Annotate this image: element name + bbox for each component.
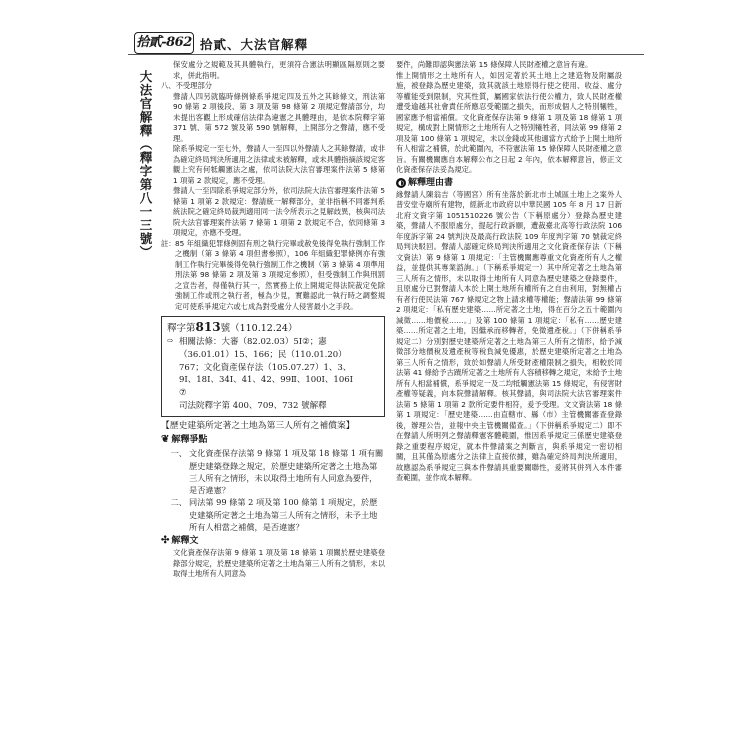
interp-date: （110.12.24）: [230, 323, 298, 334]
issue-number: 一、: [170, 448, 187, 459]
related-statutes-lines: [179, 336, 353, 413]
intro-paragraph: 保安處分之規範及其具體執行，更須符合憲法明顯區隔原則之要求，併此指明。: [173, 60, 385, 80]
interp-label-prefix: 釋字第: [167, 323, 196, 334]
footnote-item: [161, 239, 385, 313]
interp-number-value: 813: [195, 320, 221, 334]
issues-list: [161, 447, 385, 533]
issue-text: 同法第 99 條第 2 項及第 100 條第 1 項規定，於歷史建築所定著之土地為第三人所有之情形，未予土地所有人相當之補償，是否違憲？: [189, 497, 378, 533]
side-vertical-label: 大法官解釋（釋字第八一三號）: [138, 70, 153, 259]
related-statutes: [167, 336, 379, 413]
footnote-mark: 註：: [161, 238, 176, 248]
issues-heading: [161, 434, 385, 446]
flourish-icon: ❦: [161, 434, 170, 446]
related-cases-line: 司法院釋字第 400、709、732 號解釋: [179, 400, 327, 411]
left-column: [161, 60, 385, 580]
paragraph-b: 除系爭規定一至七外，聲請人一至四以外聲請人之其餘聲請，或非為確定終局判決所適用之法律或未被解釋，或未具體指摘該規定客觀上究有何牴觸憲法之處，依司法院大法官審理案件法第 5 條第 1 項第 2 款規定，應不受理。: [173, 144, 385, 185]
section-eight-body: [161, 92, 385, 239]
header-rule: [128, 54, 644, 55]
intro-block: [161, 60, 385, 81]
interpretation-text-paragraph: 文化資產保存法第 9 條第 1 項及第 18 條第 1 項關於歷史建築登錄部分規定，於歷史建築所定著之土地為第三人所有之情形，未以取得土地所有人同意為: [173, 548, 385, 579]
issue-number: 二、: [170, 497, 187, 508]
statute-line: 9Ⅰ、18Ⅰ、34Ⅰ、41、42、99Ⅱ、100Ⅰ、106Ⅰ: [179, 375, 354, 386]
interpretation-text-heading-text: 解釋文: [171, 536, 199, 547]
issue-item: [161, 496, 385, 533]
issue-item: [161, 447, 385, 496]
footnote: [161, 239, 385, 313]
statute-line: 相關法條：大審（82.02.03）5Ⅰ②；憲: [179, 337, 327, 347]
interpretation-info-box: [161, 316, 385, 417]
statute-line: ⑦: [179, 388, 187, 399]
case-title-text: 【歷史建築所定著之土地為第三人所有之補償案】: [161, 420, 355, 431]
paragraph-c: 聲請人一至四除系爭規定部分外，依司法院大法官審理案件法第 5 條第 1 項第 2 款規定：聲請統一解釋部分，並非指稱不同審判系統法院之確定終局裁判適用同一法令所表示之見解歧異，核與司法院大法官審理案件法第 7 條第 1 項第 2 款規定不合，依同條第 3 項規定，亦應不受理。: [173, 186, 385, 237]
right-paragraph-1: 要件，尚難即認與憲法第 15 條保障人民財產權之意旨有違。: [396, 60, 593, 69]
interpretation-text-body: [161, 548, 385, 580]
half-circle-icon: ◐: [397, 178, 405, 187]
interp-label-suffix: 號: [220, 323, 231, 334]
right-column: [396, 60, 622, 484]
page-number-badge: 拾貳-862: [134, 32, 194, 54]
section-eight-label: 八、不受理部分: [161, 81, 213, 90]
clover-icon: ✣: [161, 535, 170, 547]
issues-heading-text: 解釋爭點: [171, 435, 208, 446]
arrow-icon: ⇨: [167, 336, 174, 345]
reasons-heading: [396, 177, 622, 189]
statute-line: （36.01.01）15、166；民（110.01.20）: [179, 349, 347, 360]
interpretation-text-heading: [161, 535, 385, 547]
paragraph-a: 聲請人四另就臨時條例條系爭規定四及五外之其餘條文，刑法第 90 條第 2 項後段、第 3 項及第 98 條第 2 項規定聲請部分，均未提出客觀上形成確信法律為違憲之具體理由，是依本院釋字第 371 號、第 572 號及第 590 號解釋，上開部分之聲請，應不受理。: [173, 91, 385, 143]
interpretation-number: [167, 320, 379, 336]
reasons-body: 緣聲請人陳翁吉（等國宮）所有坐落於新北市土城區土地上之案外人普安堂寺廟所有建物，經新北市政府以中華民國 105 年 8 月 17 日新北府文資字第 1051510226 號公告（下稱原處分）登錄為歷史建築，聲請人不服原處分，提起行政訴願，遭裁臺北高等行政法院 106 年度訴字第 24 號判決及最高行政法院 109 年度判字第 70 號裁定終局判決駁回。聲請人認確定終局判決所適用之文化資產保存法（下稱文資法）第 9 條第 1 項規定：「主管機關應尊重文化資產所有人之權益，並提供其專業諮詢。」（下稱系爭規定一）其中所定著之土地為第三人所有之情形，未以取得土地所有人同意為歷史建築之登錄要件，且原處分已對聲請人本於上開土地所有權所有之自由利用，對無權占有者行使民法第 767 條規定之物上請求權等權能；聲請法第 99 條第 2 項規定：「私有歷史建築……所定著之土地，得在百分之五十範圍內減徵……地價稅……。」及第 100 條第 1 項規定：「私有……歷史建築……所定著之土地，因繼承而移轉者，免徵遺產稅。」（下併稱系爭規定二）分別對歷史建築所定著之土地為第三人所有之情形，給予減徵部分地價稅及遺產稅等稅負減免優惠，於歷史建築所定著之土地為第三人所有之情形，致於如聲請人所受財產權限制之損失，相較於同法第 41 條給予古蹟所定著之土地所有人容積移轉之規定，未給予土地所有人相當補償，系爭規定一及二均牴觸憲法第 15 條規定，有侵害財產權等疑義，向本院聲請解釋。核其聲請，與司法院大法官審理案件法第 5 條第 1 項第 2 款所定要件相符，爰予受理。文文資法第 18 條第 1 項規定：「歷史建築……由直轄市、縣（市）主管機關審查登錄後，辦理公告，並報中央主管機關備查。」（下併稱系爭規定二）即不在聲請人所明列之聲請釋憲客體範圍，惟因系爭規定三係歷史建築登錄之重要程序規定，就本件聲請案之判斷言，與系爭規定一密切相關，且其僅為原處分之法律上直接依據，雖為確定終局判決所適用，故應認為系爭規定三與本件聲請具重要關聯性，爰將其併列入本件審查範圍，並作成本解釋。: [396, 189, 622, 482]
issue-text: 文化資產保存法第 9 條第 1 項及第 18 條第 1 項有關歷史建築登錄之規定，於歷史建築所定著之土地為第三人所有之情形，未以取得土地所有人同意為要件，是否違憲？: [189, 448, 384, 496]
case-title: [161, 420, 385, 433]
footnote-text: 85 年組織犯罪條例固有刑之執行完畢或赦免後得免執行強制工作之機制（第 3 條第 4 項但書參照），106 年組織犯罪條例亦有強制工作執行完畢後得免執行強制工作之機制（第 3 條第 4 項準用刑法第 98 條第 2 項及第 3 項規定參照），但受強制工作與刑罰之宣告者，得僅執行其一，然實務上依上開規定得法院裁定免除強制工作或刑之執行者，極為少見，實難認此一執行時之調整規定可使系爭規定六或七成為對受處分人侵害最小之手段。: [175, 238, 385, 311]
reasons-heading-text: 解釋理由書: [408, 177, 454, 188]
right-paragraph-2: 惟上開情形之土地所有人，如因定著於其土地上之建造物及附屬設施，被登錄為歷史建築，致其就該土地原得行使之使用、收益、處分等權能受到限制，究其性質，屬國家依法行使公權力，致人民財產權遭受逾越其社會責任所應忍受範圍之損失，而形成個人之特別犧牲，國家應予相當補償。文化資產保存法第 9 條第 1 項及第 18 條第 1 項規定，構成對上開情形之土地所有人之特別犧牲者，同法第 99 條第 2 項及第 100 條第 1 項規定，未以金錢或其他適當方式給予上開土地所有人相當之補償，於此範圍內，不符憲法第 15 條保障人民財產權之意旨。有關機關應自本解釋公布之日起 2 年內，依本解釋意旨，修正文化資產保存法妥為規定。: [396, 70, 622, 174]
section-running-title: 拾貳、大法官解釋: [200, 37, 309, 52]
statute-line: 767；文化資產保存法（105.07.27）1、3、: [179, 362, 352, 373]
